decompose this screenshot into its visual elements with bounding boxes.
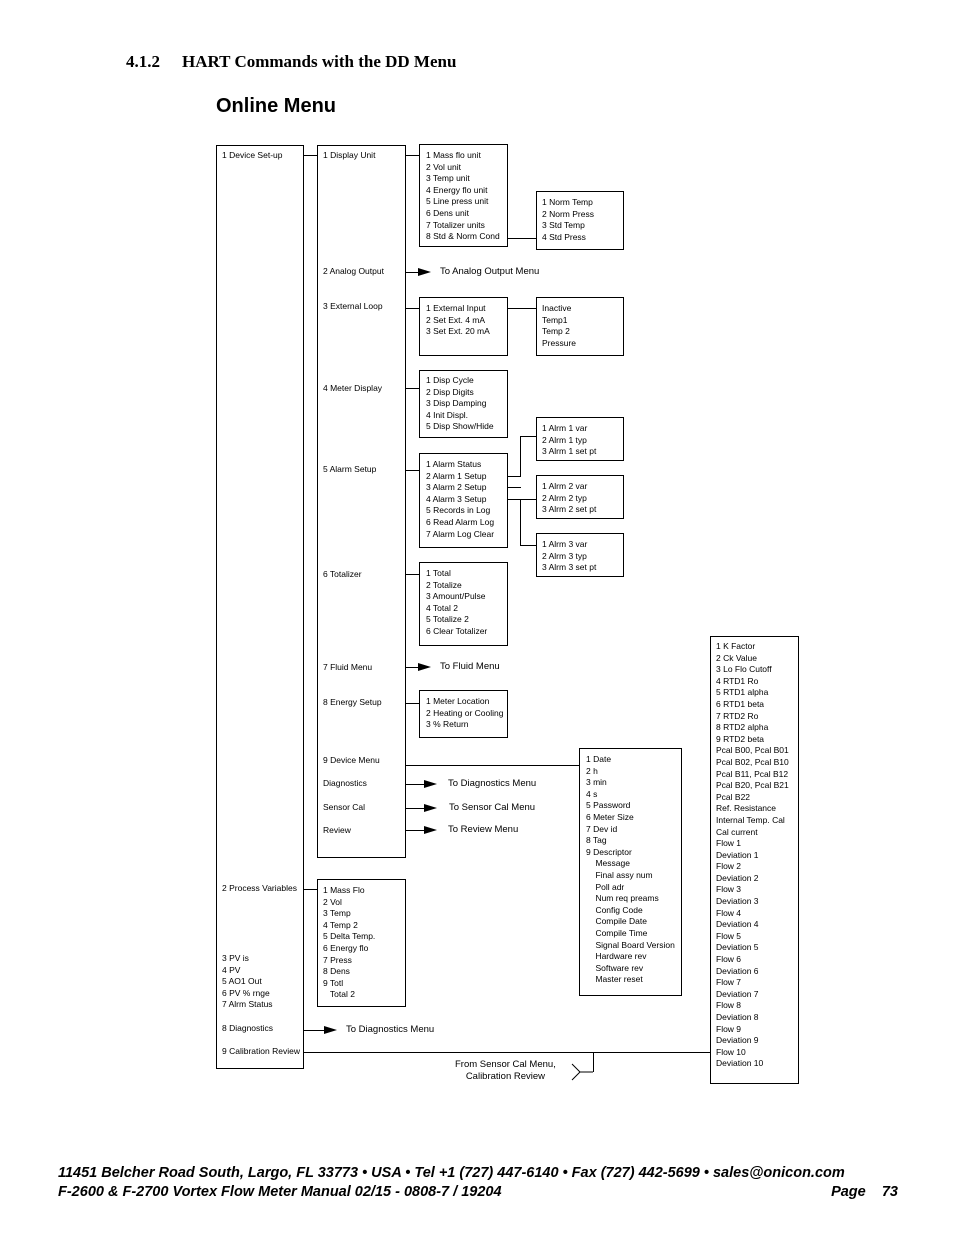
- list-item: Flow 5: [716, 930, 742, 941]
- connector-line: [406, 830, 424, 831]
- list-item: Inactive: [542, 303, 572, 313]
- arrow-icon: [324, 1026, 337, 1034]
- diagnostics-label: 8 Diagnostics: [222, 1023, 274, 1033]
- list-item: Pcal B02, Pcal B10: [716, 756, 789, 767]
- list-item: Deviation 3: [716, 896, 759, 907]
- list-item: Compile Date: [586, 916, 647, 927]
- connector-line: [406, 308, 419, 309]
- list-item: 4 Total 2: [426, 602, 458, 613]
- alarm-setup-label: 5 Alarm Setup: [323, 464, 377, 474]
- connector-line: [508, 499, 536, 500]
- totalizer-list: [426, 568, 487, 638]
- list-item: 7 RTD2 Ro: [716, 710, 759, 721]
- connector-line: [520, 545, 536, 546]
- connector-line: [406, 667, 418, 668]
- list-item: Pressure: [542, 337, 577, 348]
- list-item: 3 Alarm 2 Setup: [426, 482, 487, 493]
- list-item: Deviation 10: [716, 1058, 764, 1069]
- list-item: 3 Disp Damping: [426, 398, 487, 409]
- arrow-icon: [424, 780, 437, 788]
- list-item: 3 Temp: [323, 908, 351, 919]
- list-item: 6 Read Alarm Log: [426, 516, 495, 527]
- list-item: 6 Meter Size: [586, 811, 634, 822]
- list-item: 2 Alrm 1 typ: [542, 434, 587, 445]
- list-item: 1 Mass flo unit: [426, 150, 481, 160]
- external-loop-list: [426, 303, 490, 338]
- list-item: 4 Temp 2: [323, 919, 358, 930]
- list-item: 7 Totalizer units: [426, 219, 485, 230]
- analog-output-label: 2 Analog Output: [323, 266, 384, 276]
- list-item: 3 % Return: [426, 719, 469, 730]
- list-item: 8 Std & Norm Cond: [426, 231, 500, 242]
- diagnostics-item-label: Diagnostics: [323, 778, 367, 788]
- meter-display-label: 4 Meter Display: [323, 383, 383, 393]
- alarm2-list: [542, 481, 596, 516]
- list-item: 5 Password: [586, 800, 631, 811]
- list-item: Deviation 5: [716, 942, 759, 953]
- list-item: 1 Alrm 2 var: [542, 481, 588, 491]
- list-item: 3 Std Temp: [542, 220, 585, 231]
- list-item: Flow 7: [716, 977, 742, 988]
- list-item: 2 Alrm 3 typ: [542, 550, 587, 561]
- list-item: 8 Tag: [586, 835, 607, 846]
- diagnostics-link[interactable]: To Diagnostics Menu: [448, 778, 537, 789]
- list-item: 4 s: [586, 788, 598, 799]
- chevron-right-icon: [570, 1062, 596, 1082]
- page-number: 73: [881, 1184, 898, 1200]
- list-item: Config Code: [586, 904, 643, 915]
- diagram-title: Online Menu: [216, 95, 336, 117]
- list-item: 1 External Input: [426, 303, 486, 313]
- section-heading: [126, 52, 456, 72]
- page-label: Page: [831, 1184, 866, 1200]
- list-item: Software rev: [586, 962, 644, 973]
- connector-line: [406, 388, 419, 389]
- list-item: Signal Board Version: [586, 939, 675, 950]
- list-item: 9 RTD2 beta: [716, 733, 765, 744]
- external-loop-label: 3 External Loop: [323, 301, 383, 311]
- external-input-list: [542, 303, 576, 349]
- footer-manual: [58, 1184, 898, 1200]
- connector-line: [406, 808, 424, 809]
- device-setup-label: 1 Device Set-up: [222, 150, 283, 160]
- connector-line: [406, 765, 579, 766]
- list-item: 1 Total: [426, 568, 451, 578]
- device-menu-label: 9 Device Menu: [323, 755, 380, 765]
- list-item: 5 AO1 Out: [222, 976, 262, 987]
- list-item: Deviation 7: [716, 988, 759, 999]
- connector-line: [520, 436, 521, 477]
- list-item: Deviation 2: [716, 872, 759, 883]
- connector-line: [508, 238, 536, 239]
- totalizer-label: 6 Totalizer: [323, 569, 362, 579]
- connector-line: [406, 703, 419, 704]
- list-item: 3 Amount/Pulse: [426, 591, 486, 602]
- list-item: 7 Press: [323, 954, 352, 965]
- list-item: 2 Heating or Cooling: [426, 707, 504, 718]
- connector-line: [406, 155, 419, 156]
- list-item: 2 Alarm 1 Setup: [426, 470, 487, 481]
- list-item: 5 RTD1 alpha: [716, 687, 769, 698]
- list-item: Num req preams: [586, 893, 659, 904]
- list-item: 2 Set Ext. 4 mA: [426, 314, 486, 325]
- list-item: 9 Descriptor: [586, 846, 632, 857]
- list-item: 2 Disp Digits: [426, 386, 474, 397]
- connector-line: [406, 272, 418, 273]
- list-item: 2 Totalize: [426, 579, 462, 590]
- list-item: 4 Energy flo unit: [426, 184, 488, 195]
- list-item: 3 Temp unit: [426, 173, 470, 184]
- list-item: Flow 10: [716, 1046, 746, 1057]
- list-item: 1 Norm Temp: [542, 197, 593, 207]
- list-item: Internal Temp. Cal: [716, 814, 785, 825]
- diagnostics-link-2[interactable]: To Diagnostics Menu: [346, 1024, 435, 1035]
- connector-line: [304, 889, 317, 890]
- device-setup-box: [317, 145, 406, 858]
- arrow-icon: [424, 804, 437, 812]
- list-item: 3 Alrm 3 set pt: [542, 562, 597, 573]
- section-number: 4.1.2: [126, 52, 160, 71]
- list-item: Deviation 4: [716, 919, 759, 930]
- list-item: 2 Norm Press: [542, 208, 594, 219]
- sensor-cal-link[interactable]: To Sensor Cal Menu: [449, 802, 536, 813]
- connector-line: [406, 784, 424, 785]
- list-item: Deviation 1: [716, 849, 759, 860]
- list-item: 5 Records in Log: [426, 505, 491, 516]
- process-variables-label: 2 Process Variables: [222, 883, 297, 893]
- list-item: 2 Vol unit: [426, 161, 461, 172]
- list-item: 3 Set Ext. 20 mA: [426, 326, 490, 337]
- list-item: Flow 2: [716, 861, 742, 872]
- list-item: 1 Meter Location: [426, 696, 490, 706]
- list-item: Deviation 8: [716, 1012, 759, 1022]
- list-item: Pcal B00, Pcal B01: [716, 745, 789, 756]
- list-item: 4 Alarm 3 Setup: [426, 493, 487, 504]
- list-item: 1 Alarm Status: [426, 459, 482, 469]
- list-item: 1 Date: [586, 754, 612, 764]
- list-item: 1 Alrm 3 var: [542, 539, 588, 549]
- list-item: Flow 6: [716, 954, 742, 965]
- pv-group-list: [222, 953, 273, 1011]
- list-item: 5 Disp Show/Hide: [426, 421, 494, 432]
- list-item: Flow 8: [716, 1000, 742, 1011]
- list-item: Flow 4: [716, 907, 742, 918]
- list-item: 2 Ck Value: [716, 652, 757, 663]
- std-norm-list: [542, 197, 594, 243]
- list-item: 3 Alrm 2 set pt: [542, 504, 597, 515]
- list-item: Temp 2: [542, 326, 570, 337]
- connector-line: [520, 436, 536, 437]
- section-title: HART Commands with the DD Menu: [182, 52, 457, 71]
- list-item: 5 Delta Temp.: [323, 931, 376, 942]
- list-item: Total 2: [323, 989, 355, 1000]
- list-item: 7 Alrm Status: [222, 999, 273, 1010]
- list-item: Ref. Resistance: [716, 803, 776, 814]
- analog-output-link[interactable]: To Analog Output Menu: [440, 266, 540, 277]
- arrow-icon: [424, 826, 437, 834]
- list-item: 5 Totalize 2: [426, 614, 469, 625]
- energy-setup-list: [426, 696, 504, 731]
- meter-display-list: [426, 375, 494, 433]
- list-item: 1 Mass Flo: [323, 885, 365, 895]
- list-item: Master reset: [586, 974, 643, 985]
- list-item: 8 RTD2 alpha: [716, 722, 769, 733]
- list-item: 9 Totl: [323, 977, 344, 988]
- list-item: 4 PV: [222, 964, 241, 975]
- list-item: Flow 9: [716, 1023, 742, 1034]
- list-item: 7 Alarm Log Clear: [426, 528, 495, 539]
- list-item: 4 RTD1 Ro: [716, 675, 759, 686]
- list-item: 6 Dens unit: [426, 207, 469, 218]
- list-item: 6 Energy flo: [323, 942, 369, 953]
- alarm-setup-list: [426, 459, 494, 540]
- list-item: 6 PV % rnge: [222, 987, 270, 998]
- list-item: Deviation 6: [716, 965, 759, 976]
- list-item: Message: [586, 858, 630, 869]
- fluid-menu-link[interactable]: To Fluid Menu: [440, 661, 500, 672]
- connector-line: [304, 1052, 710, 1053]
- calibration-review-label: 9 Calibration Review: [222, 1046, 300, 1056]
- arrow-icon: [418, 268, 431, 276]
- root-menu-box: [216, 145, 304, 1069]
- process-variables-list: [323, 885, 375, 1001]
- list-item: 3 PV is: [222, 953, 249, 963]
- review-link[interactable]: To Review Menu: [448, 824, 519, 835]
- list-item: 6 Clear Totalizer: [426, 625, 488, 636]
- list-item: Pcal B20, Pcal B21: [716, 780, 789, 791]
- from-sensor-cal-note: From Sensor Cal Menu, Calibration Review: [455, 1059, 556, 1082]
- connector-line: [304, 155, 317, 156]
- list-item: 1 K Factor: [716, 641, 756, 651]
- arrow-icon: [418, 663, 431, 671]
- list-item: Pcal B22: [716, 791, 751, 802]
- connector-line: [304, 1030, 324, 1031]
- list-item: Final assy num: [586, 869, 653, 880]
- alarm3-list: [542, 539, 596, 574]
- list-item: 2 Vol: [323, 896, 342, 907]
- list-item: Cal current: [716, 826, 758, 837]
- list-item: 3 Lo Flo Cutoff: [716, 664, 772, 675]
- list-item: 3 min: [586, 777, 607, 788]
- list-item: Compile Time: [586, 927, 648, 938]
- list-item: 1 Disp Cycle: [426, 375, 474, 385]
- connector-line: [508, 308, 536, 309]
- connector-line: [520, 499, 521, 545]
- energy-setup-label: 8 Energy Setup: [323, 697, 382, 707]
- connector-line: [406, 574, 419, 575]
- footer-address: 11451 Belcher Road South, Largo, FL 33773 • USA • Tel +1 (727) 447-6140 • Fax (727) 442-5699 • sales@onicon.com: [58, 1165, 845, 1181]
- sensor-cal-label: Sensor Cal: [323, 802, 366, 812]
- list-item: 4 Init Displ.: [426, 409, 469, 420]
- fluid-menu-label: 7 Fluid Menu: [323, 662, 373, 672]
- list-item: Temp1: [542, 314, 568, 325]
- connector-line: [508, 487, 521, 488]
- connector-line: [406, 470, 419, 471]
- display-unit-list: [426, 150, 500, 243]
- list-item: 7 Dev id: [586, 823, 618, 834]
- list-item: 3 Alrm 1 set pt: [542, 446, 597, 457]
- footer-manual-title: F-2600 & F-2700 Vortex Flow Meter Manual 02/15 - 0808-7 / 19204: [58, 1184, 502, 1200]
- list-item: 1 Alrm 1 var: [542, 423, 588, 433]
- list-item: Flow 3: [716, 884, 742, 895]
- list-item: Hardware rev: [586, 951, 647, 962]
- list-item: 2 Alrm 2 typ: [542, 492, 587, 503]
- review-label: Review: [323, 825, 351, 835]
- list-item: 2 h: [586, 765, 598, 776]
- display-unit-label: 1 Display Unit: [323, 150, 376, 160]
- list-item: Flow 1: [716, 838, 742, 849]
- calibration-list: [716, 641, 789, 1070]
- alarm1-list: [542, 423, 596, 458]
- device-menu-list: [586, 754, 675, 986]
- list-item: Deviation 9: [716, 1035, 759, 1046]
- list-item: 6 RTD1 beta: [716, 698, 765, 709]
- list-item: Poll adr: [586, 881, 625, 892]
- list-item: 8 Dens: [323, 966, 350, 977]
- list-item: 5 Line press unit: [426, 196, 489, 207]
- list-item: Pcal B11, Pcal B12: [716, 768, 789, 779]
- list-item: 4 Std Press: [542, 231, 586, 242]
- page-number-group: [831, 1184, 898, 1200]
